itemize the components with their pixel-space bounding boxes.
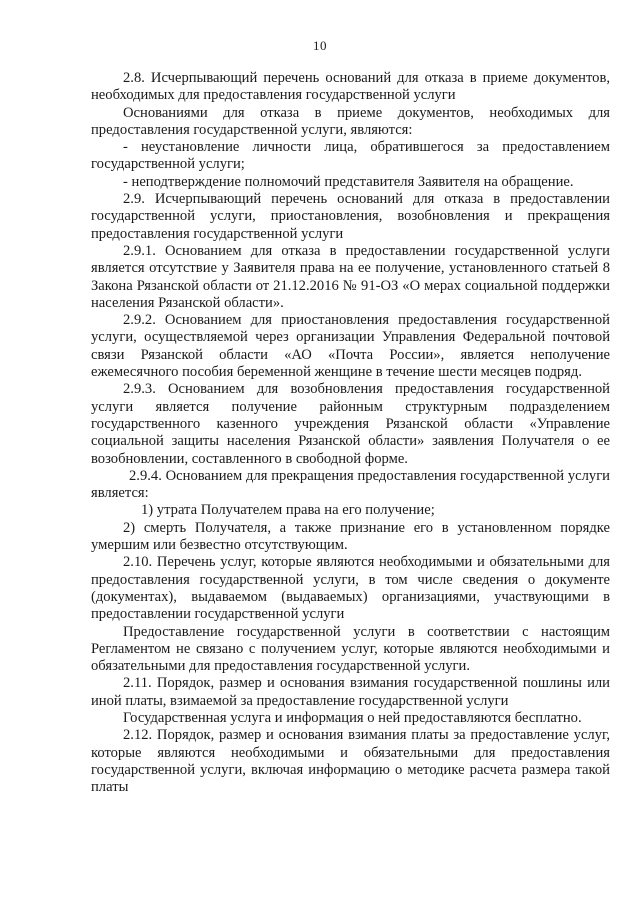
section-heading-2-12: 2.12. Порядок, размер и основания взимания платы за предоставление услуг, которые являются необходимыми и обязательными для предоставления государственной услуги, включая информацию о методике расчета размера такой платы bbox=[91, 727, 610, 796]
section-heading-2-9: 2.9. Исчерпывающий перечень оснований для отказа в предоставлении государственной услуги, приостановления, возобновления и прекращения предоставления государственной услуги bbox=[91, 191, 610, 242]
paragraph: Основаниями для отказа в приеме документов, необходимых для предоставления государственной услуги, являются: bbox=[91, 104, 610, 138]
list-item: 1) утрата Получателем права на его получение; bbox=[141, 502, 435, 519]
list-item: 2) смерть Получателя, а также признание его в установленном порядке умершим или безвестно отсутствующим. bbox=[91, 519, 610, 554]
paragraph: Предоставление государственной услуги в соответствии с настоящим Регламентом не связано с получением услуг, которые являются необходимыми и обязательными для предоставления государственной услуги. bbox=[91, 623, 610, 675]
list-item: - неподтверждение полномочий представителя Заявителя на обращение. bbox=[123, 173, 574, 190]
page-number: 10 bbox=[313, 38, 327, 53]
section-heading-2-10: 2.10. Перечень услуг, которые являются необходимыми и обязательными для предоставления государственной услуги, в том числе сведения о документе (документах), выдаваемом (выдаваемых) организациями, участвующими в предоставлении государственной услуги bbox=[91, 554, 610, 623]
section-heading-2-11: 2.11. Порядок, размер и основания взимания государственной пошлины или иной платы, взимаемой за предоставление государственной услуги bbox=[91, 675, 610, 709]
list-item: - неустановление личности лица, обратившегося за предоставлением государственной услуги; bbox=[91, 139, 610, 173]
paragraph-2-9-2: 2.9.2. Основанием для приостановления предоставления государственной услуги, осуществляемой через организации Управления Федеральной почтовой связи Рязанской области «АО «Почта России», является неполучение ежемесячного пособия беременной женщине в течение шести месяцев подряд. bbox=[91, 312, 610, 381]
paragraph-2-9-4: 2.9.4. Основанием для прекращения предоставления государственной услуги является: bbox=[91, 467, 610, 502]
paragraph-2-9-3: 2.9.3. Основанием для возобновления предоставления государственной услуги является получение районным структурным подразделением государственного казенного учреждения Рязанской области «Управление социальной защиты населения Рязанской области» заявления Получателя о ее возобновлении, составленного в свободной форме. bbox=[91, 381, 610, 467]
paragraph-2-9-1: 2.9.1. Основанием для отказа в предоставлении государственной услуги является отсутствие у Заявителя права на ее получение, установленного статьей 8 Закона Рязанской области от 21.12.2016 № 91-ОЗ «О мерах социальной поддержки населения Рязанской области». bbox=[91, 242, 610, 311]
section-heading-2-8: 2.8. Исчерпывающий перечень оснований для отказа в приеме документов, необходимых для предоставления государственной услуги bbox=[91, 70, 610, 104]
paragraph: Государственная услуга и информация о ней предоставляются бесплатно. bbox=[123, 709, 582, 726]
document-body bbox=[91, 70, 610, 796]
